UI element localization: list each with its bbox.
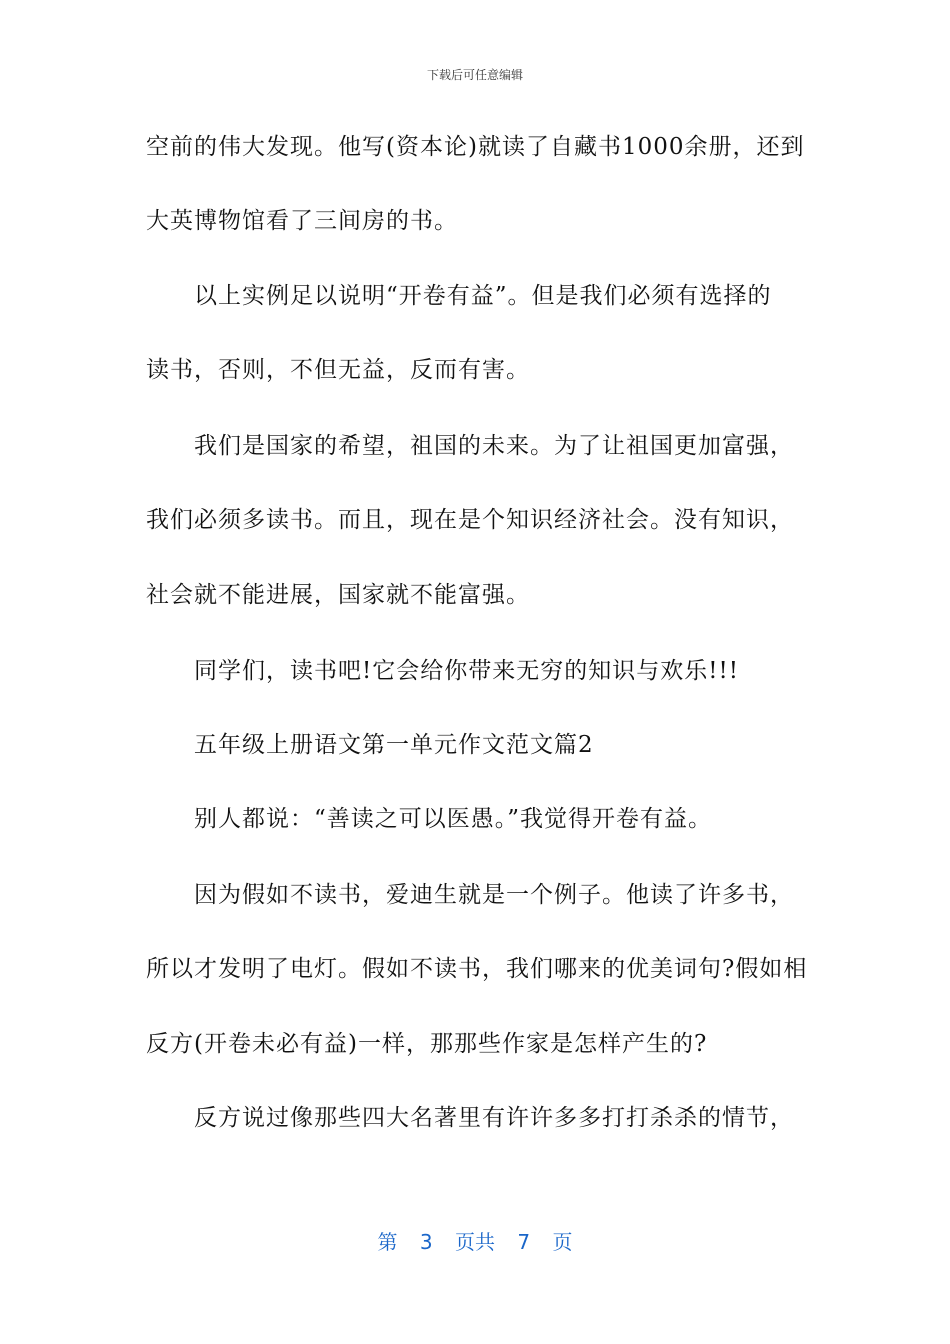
paragraph-start-line: 以上实例足以说明“开卷有益”。但是我们必须有选择的 <box>194 283 772 309</box>
paragraph-start-line: 因为假如不读书，爱迪生就是一个例子。他读了许多书， <box>194 882 794 908</box>
total-page-count: 7 <box>517 1230 531 1254</box>
text-line: 读书，否则，不但无益，反而有害。 <box>146 357 530 383</box>
text-line: 我们必须多读书。而且，现在是个知识经济社会。没有知识， <box>146 507 794 533</box>
current-page-number: 3 <box>419 1230 433 1254</box>
paragraph-start-line: 我们是国家的希望，祖国的未来。为了让祖国更加富强， <box>194 433 794 459</box>
section-heading: 五年级上册语文第一单元作文范文篇2 <box>194 732 594 758</box>
paragraph-start-line: 别人都说：“善读之可以医愚。”我觉得开卷有益。 <box>194 806 713 832</box>
footer-middle: 页共 <box>455 1230 495 1254</box>
page-footer <box>0 1226 950 1255</box>
text-line: 空前的伟大发现。他写(资本论)就读了自藏书1000余册，还到 <box>146 134 805 160</box>
footer-prefix: 第 <box>377 1230 398 1254</box>
paragraph-start-line: 同学们，读书吧!它会给你带来无穷的知识与欢乐!!! <box>194 658 739 684</box>
footer-suffix: 页 <box>552 1230 573 1254</box>
text-line: 大英博物馆看了三间房的书。 <box>146 208 458 234</box>
text-line: 所以才发明了电灯。假如不读书，我们哪来的优美词句?假如相 <box>146 956 808 982</box>
page-header-note: 下载后可任意编辑 <box>426 68 523 82</box>
text-line: 反方(开卷未必有益)一样，那那些作家是怎样产生的? <box>146 1031 708 1057</box>
paragraph-start-line: 反方说过像那些四大名著里有许许多多打打杀杀的情节， <box>194 1105 794 1131</box>
text-line: 社会就不能进展，国家就不能富强。 <box>146 582 530 608</box>
